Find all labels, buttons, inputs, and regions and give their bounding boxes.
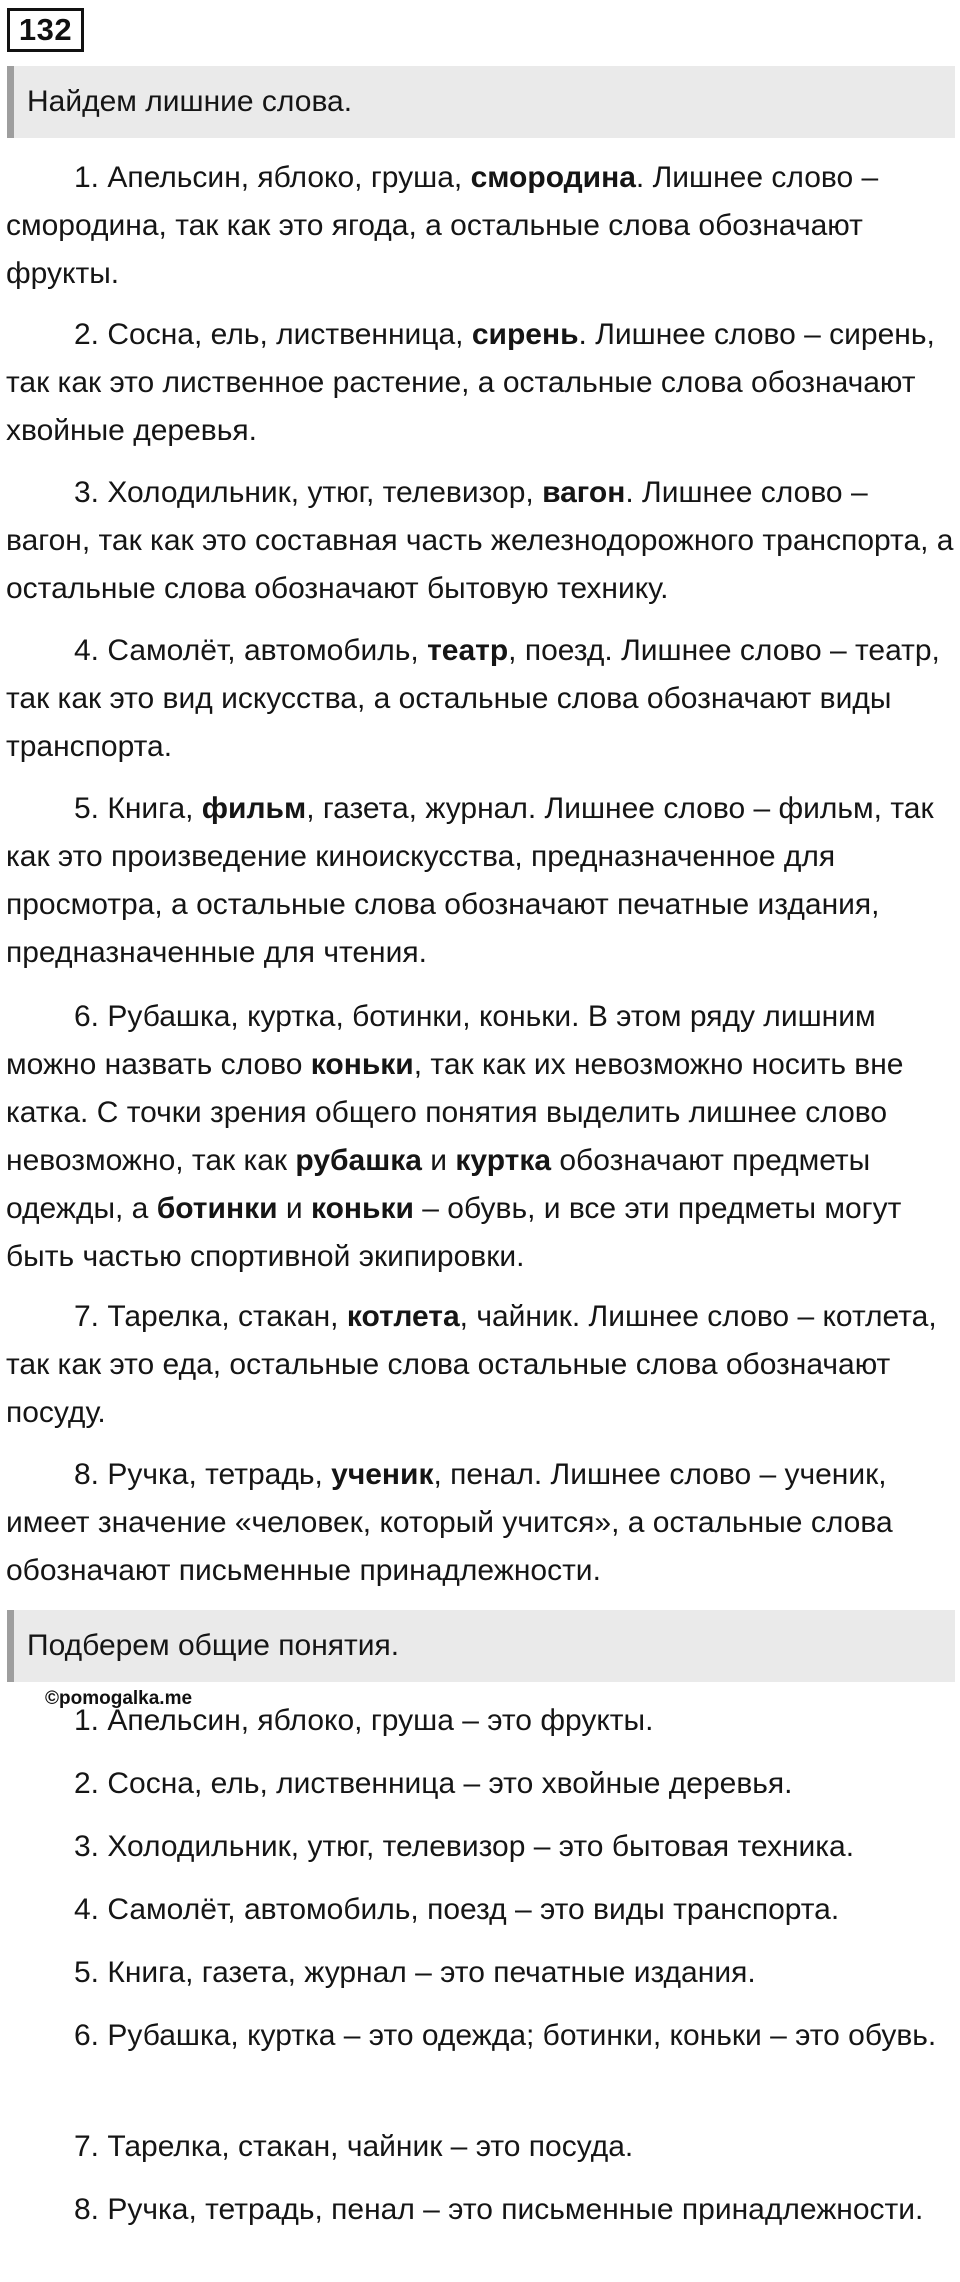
task-number: 132 — [7, 8, 84, 52]
section-header-extra-words: Найдем лишние слова. — [7, 66, 955, 138]
concept-item-1: 1. Апельсин, яблоко, груша – это фрукты. — [74, 1704, 654, 1737]
paragraph-7: 7. Тарелка, стакан, котлета, чайник. Лишнее слово – котлета, так как это еда, остальные слова остальные слова обозначают посуду. — [6, 1300, 937, 1429]
paragraph-5: 5. Книга, фильм, газета, журнал. Лишнее слово – фильм, так как это произведение киноискусства, предназначенное для просмотра, а остальные слова обозначают печатные издания, предназначенные для чтения. — [6, 792, 934, 969]
concept-item-6: 6. Рубашка, куртка – это одежда; ботинки, коньки – это обувь. — [74, 2019, 937, 2052]
paragraph-4: 4. Самолёт, автомобиль, театр, поезд. Лишнее слово – театр, так как это вид искусства, а остальные слова обозначают виды транспорта. — [6, 634, 940, 763]
paragraph-8: 8. Ручка, тетрадь, ученик, пенал. Лишнее слово – ученик, имеет значение «человек, который учится», а остальные слова обозначают письменные принадлежности. — [6, 1458, 893, 1587]
paragraph-1: 1. Апельсин, яблоко, груша, смородина. Лишнее слово – смородина, так как это ягода, а остальные слова обозначают фрукты. — [6, 161, 879, 290]
concept-item-4: 4. Самолёт, автомобиль, поезд – это виды транспорта. — [74, 1893, 840, 1926]
paragraph-6: 6. Рубашка, куртка, ботинки, коньки. В этом ряду лишним можно назвать слово коньки, так как их невозможно носить вне катка. С точки зрения общего понятия выделить лишнее слово невозможно, так как рубашка и куртка обозначают предметы одежды, а ботинки и коньки – обувь, и все эти предметы могут быть частью спортивной экипировки. — [6, 1000, 904, 1273]
concept-item-2: 2. Сосна, ель, лиственница – это хвойные деревья. — [74, 1767, 793, 1800]
paragraph-3: 3. Холодильник, утюг, телевизор, вагон. Лишнее слово – вагон, так как это составная часть железнодорожного транспорта, а остальные слова обозначают бытовую технику. — [6, 476, 954, 605]
concept-item-3: 3. Холодильник, утюг, телевизор – это бытовая техника. — [74, 1830, 855, 1863]
concept-item-7: 7. Тарелка, стакан, чайник – это посуда. — [74, 2130, 634, 2163]
concept-item-8: 8. Ручка, тетрадь, пенал – это письменные принадлежности. — [74, 2193, 924, 2226]
concept-item-5: 5. Книга, газета, журнал – это печатные издания. — [74, 1956, 756, 1989]
watermark: ©pomogalka.me — [45, 1688, 193, 1709]
paragraph-2: 2. Сосна, ель, лиственница, сирень. Лишнее слово – сирень, так как это лиственное растение, а остальные слова обозначают хвойные деревья. — [6, 318, 935, 447]
section-header-general-concepts: Подберем общие понятия. — [7, 1610, 955, 1682]
